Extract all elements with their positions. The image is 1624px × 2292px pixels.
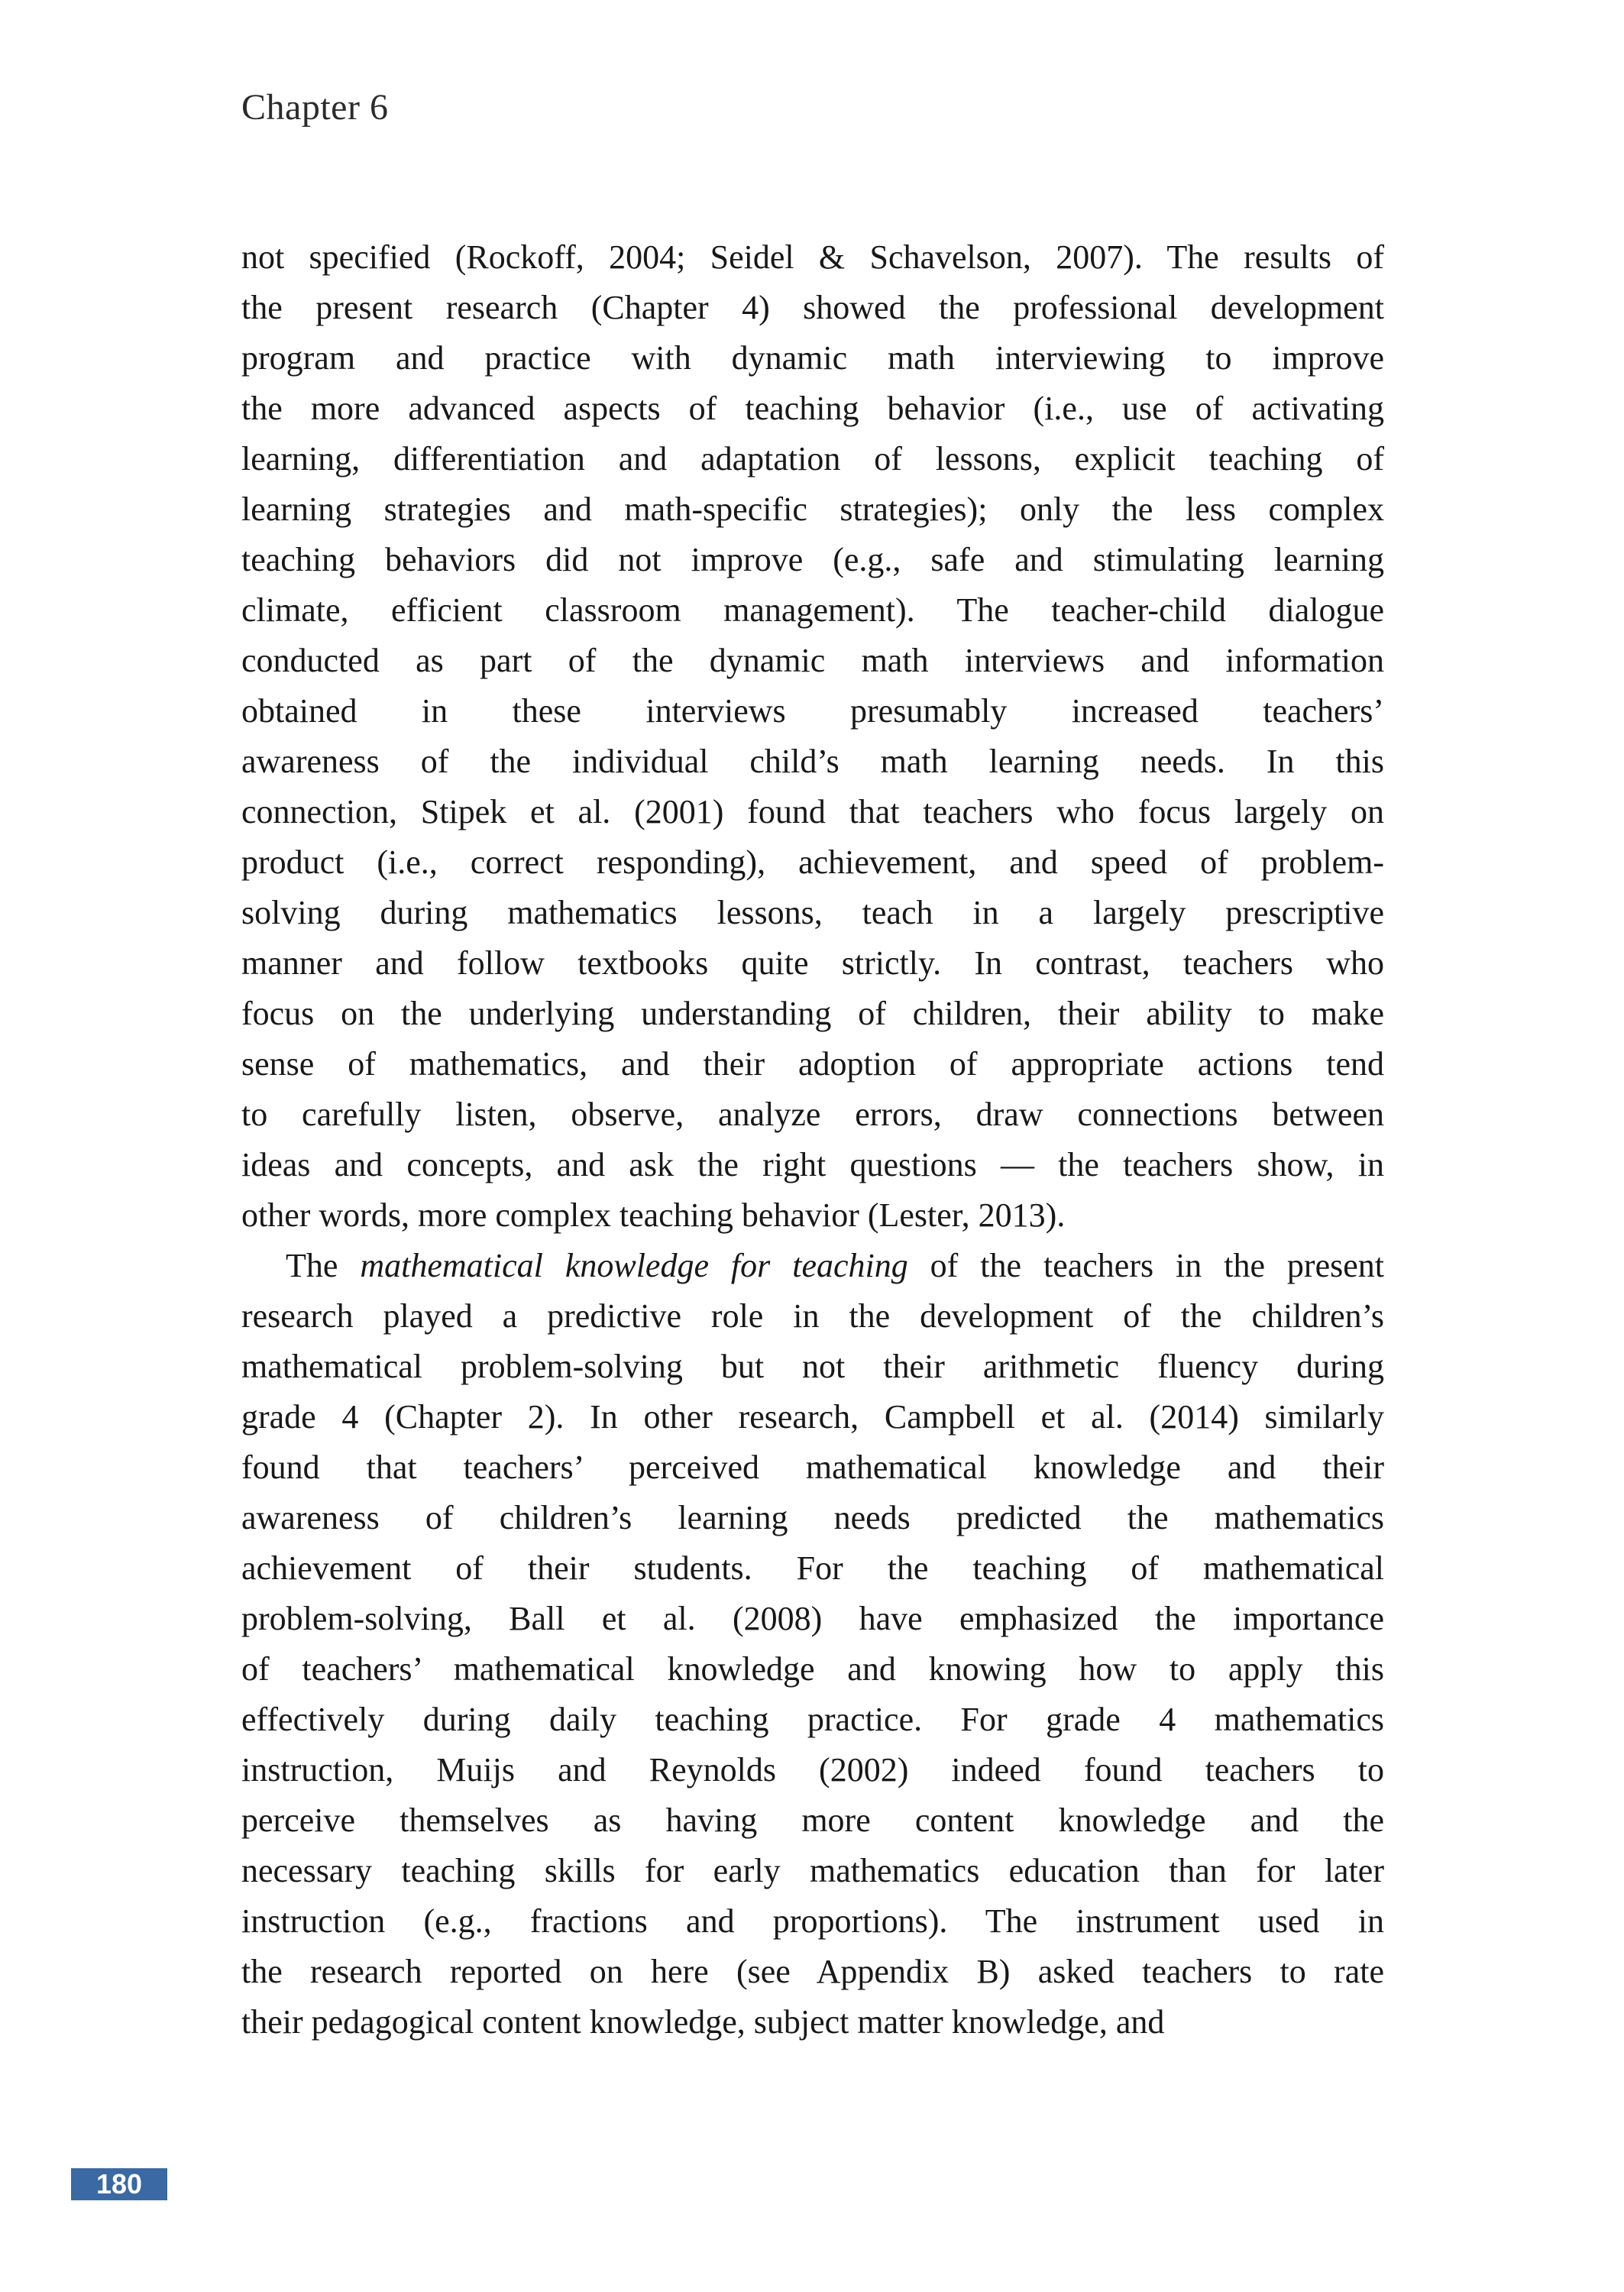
text-line: grade 4 (Chapter 2). In other research, Campbell et al. (2014) similarly <box>241 1398 1384 1436</box>
text-line: sense of mathematics, and their adoption of appropriate actions tend <box>241 1045 1384 1083</box>
text-line: conducted as part of the dynamic math interviews and information <box>241 642 1384 679</box>
text-line: found that teachers’ perceived mathematical knowledge and their <box>241 1449 1384 1486</box>
text-line: perceive themselves as having more content knowledge and the <box>241 1802 1384 1839</box>
paragraph-1 <box>241 232 1384 1241</box>
text-line: to carefully listen, observe, analyze errors, draw connections between <box>241 1096 1384 1133</box>
text-line: focus on the underlying understanding of children, their ability to make <box>241 995 1384 1032</box>
text-line: effectively during daily teaching practice. For grade 4 mathematics <box>241 1701 1384 1738</box>
text-line: other words, more complex teaching behavior (Lester, 2013). <box>241 1196 1066 1234</box>
chapter-header: Chapter 6 <box>241 87 389 128</box>
page-number-badge: 180 <box>71 2168 167 2200</box>
text-line: ideas and concepts, and ask the right questions — the teachers show, in <box>241 1146 1384 1183</box>
text-line: solving during mathematics lessons, teach in a largely prescriptive <box>241 894 1384 931</box>
text-line: learning, differentiation and adaptation of lessons, explicit teaching of <box>241 440 1384 478</box>
text-line: research played a predictive role in the development of the children’s <box>241 1297 1384 1335</box>
text-line: not specified (Rockoff, 2004; Seidel & Schavelson, 2007). The results of <box>241 238 1384 276</box>
text-line: instruction, Muijs and Reynolds (2002) indeed found teachers to <box>241 1751 1384 1789</box>
text-line: teaching behaviors did not improve (e.g., safe and stimulating learning <box>241 541 1384 578</box>
text-line: program and practice with dynamic math interviewing to improve <box>241 339 1384 377</box>
text-line: learning strategies and math-specific strategies); only the less complex <box>241 490 1384 528</box>
text-line: necessary teaching skills for early mathematics education than for later <box>241 1852 1384 1889</box>
text-line: mathematical problem-solving but not their arithmetic fluency during <box>241 1348 1384 1385</box>
text-line: awareness of the individual child’s math learning needs. In this <box>241 743 1384 780</box>
text-line: the present research (Chapter 4) showed the professional development <box>241 289 1384 326</box>
text-line: connection, Stipek et al. (2001) found that teachers who focus largely on <box>241 793 1384 830</box>
text-line: achievement of their students. For the teaching of mathematical <box>241 1549 1384 1587</box>
text-line-with-italic <box>241 1241 1384 1291</box>
text-line: awareness of children’s learning needs predicted the mathematics <box>241 1499 1384 1536</box>
text-line: their pedagogical content knowledge, subject matter knowledge, and <box>241 2003 1165 2041</box>
text-line: the more advanced aspects of teaching behavior (i.e., use of activating <box>241 390 1384 427</box>
text-line: problem-solving, Ball et al. (2008) have emphasized the importance <box>241 1600 1384 1637</box>
text-line: of teachers’ mathematical knowledge and knowing how to apply this <box>241 1650 1384 1688</box>
text-line: product (i.e., correct responding), achievement, and speed of problem- <box>241 843 1384 881</box>
text-segment: of the teachers in the present <box>907 1247 1384 1284</box>
paragraph-2 <box>241 1241 1384 2048</box>
italic-phrase: mathematical knowledge for teaching <box>360 1247 908 1284</box>
text-line: obtained in these interviews presumably increased teachers’ <box>241 692 1384 730</box>
text-line: the research reported on here (see Appendix B) asked teachers to rate <box>241 1953 1384 1990</box>
body-text <box>241 232 1384 2048</box>
text-segment: The <box>286 1247 361 1284</box>
text-line: manner and follow textbooks quite strictly. In contrast, teachers who <box>241 944 1384 982</box>
text-line: climate, efficient classroom management). The teacher-child dialogue <box>241 591 1384 629</box>
text-line: instruction (e.g., fractions and proportions). The instrument used in <box>241 1902 1384 1940</box>
